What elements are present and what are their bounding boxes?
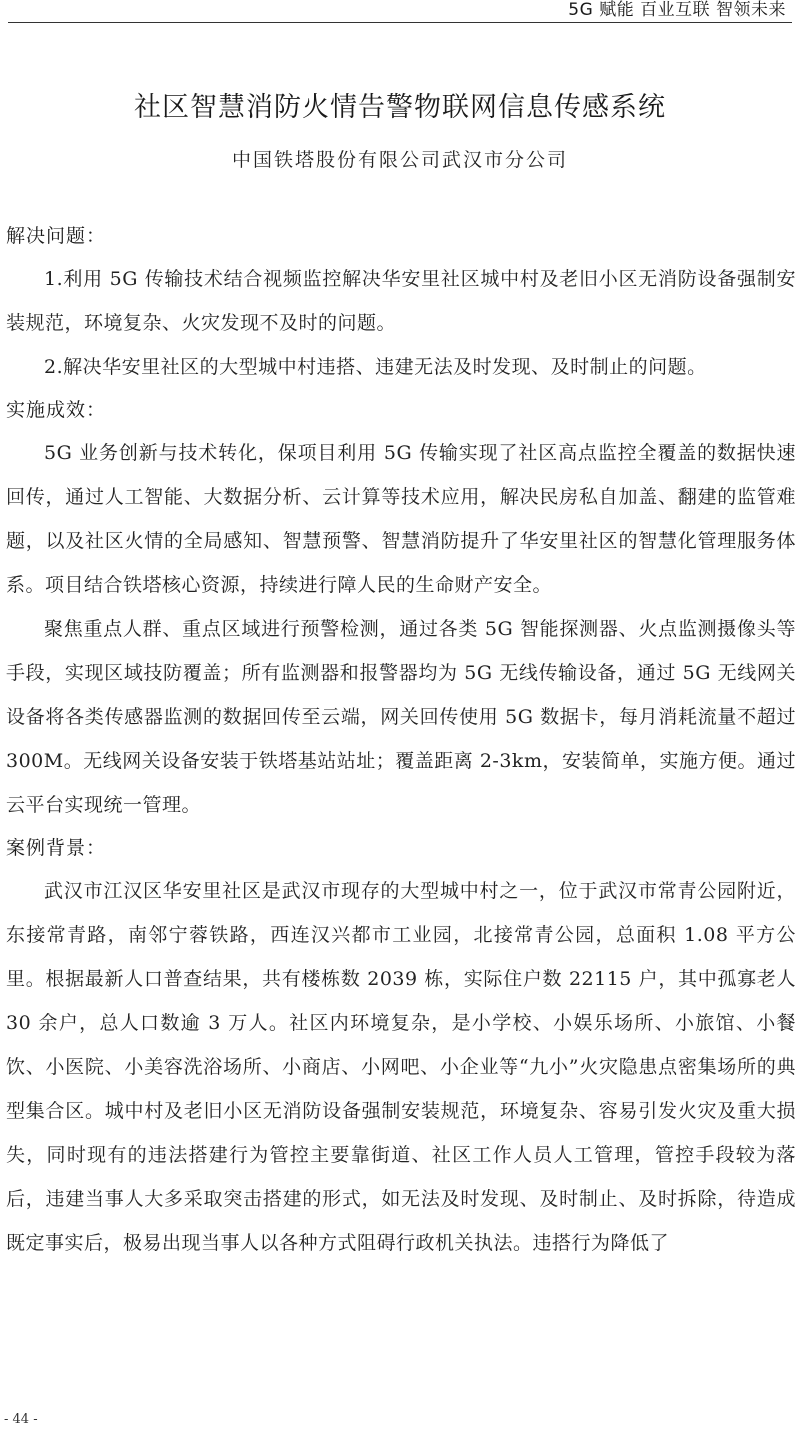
document-title: 社区智慧消防火情告警物联网信息传感系统: [134, 92, 666, 123]
section-implementation-results: [6, 389, 796, 827]
section-case-background: [6, 827, 796, 1265]
header-slogan: 5G 赋能 百业互联 智领未来: [568, 0, 786, 20]
section-problems-solved: [6, 215, 796, 389]
section-heading: 实施成效：: [6, 399, 107, 421]
document-organization: 中国铁塔股份有限公司武汉市分公司: [231, 149, 568, 171]
document-body: [6, 215, 796, 1265]
paragraph: 武汉市江汉区华安里社区是武汉市现存的大型城中村之一，位于武汉市常青公园附近，东接常青路，南邻宁蓉铁路，西连汉兴都市工业园，北接常青公园，总面积 1.08 平方公里。根据最新人口普查结果，共有楼栋数 2039 栋，实际住户数 22115 户，其中孤寡老人 30 余户，总人口数逾 3 万人。社区内环境复杂，是小学校、小娱乐场所、小旅馆、小餐饮、小医院、小美容洗浴场所、小商店、小网吧、小企业等“九小”火灾隐患点密集场所的典型集合区。城中村及老旧小区无消防设备强制安装规范，环境复杂、容易引发火灾及重大损失，同时现有的违法搭建行为管控主要靠街道、社区工作人员人工管理，管控手段较为落后，违建当事人大多采取突击搭建的形式，如无法及时发现、及时制止、及时拆除，待造成既定事实后，极易出现当事人以各种方式阻碍行政机关执法。违搭行为降低了: [6, 880, 796, 1254]
paragraph: 聚焦重点人群、重点区域进行预警检测，通过各类 5G 智能探测器、火点监测摄像头等手段，实现区域技防覆盖；所有监测器和报警器均为 5G 无线传输设备，通过 5G 无线网关设备将各类传感器监测的数据回传至云端，网关回传使用 5G 数据卡，每月消耗流量不超过 300M。无线网关设备安装于铁塔基站站址；覆盖距离 2-3km，安装简单，实施方便。通过云平台实现统一管理。: [6, 618, 796, 816]
section-heading: 案例背景：: [6, 837, 107, 859]
page-number: - 44 -: [4, 1412, 38, 1427]
section-heading: 解决问题：: [6, 225, 107, 247]
paragraph: 2.解决华安里社区的大型城中村违搭、违建无法及时发现、及时制止的问题。: [44, 356, 707, 378]
page-header: [8, 0, 792, 23]
paragraph: 5G 业务创新与技术转化，保项目利用 5G 传输实现了社区高点监控全覆盖的数据快速回传，通过人工智能、大数据分析、云计算等技术应用，解决民房私自加盖、翻建的监管难题，以及社区火情的全局感知、智慧预警、智慧消防提升了华安里社区的智慧化管理服务体系。项目结合铁塔核心资源，持续进行障人民的生命财产安全。: [6, 442, 796, 596]
paragraph: 1.利用 5G 传输技术结合视频监控解决华安里社区城中村及老旧小区无消防设备强制安装规范，环境复杂、火灾发现不及时的问题。: [6, 268, 796, 334]
